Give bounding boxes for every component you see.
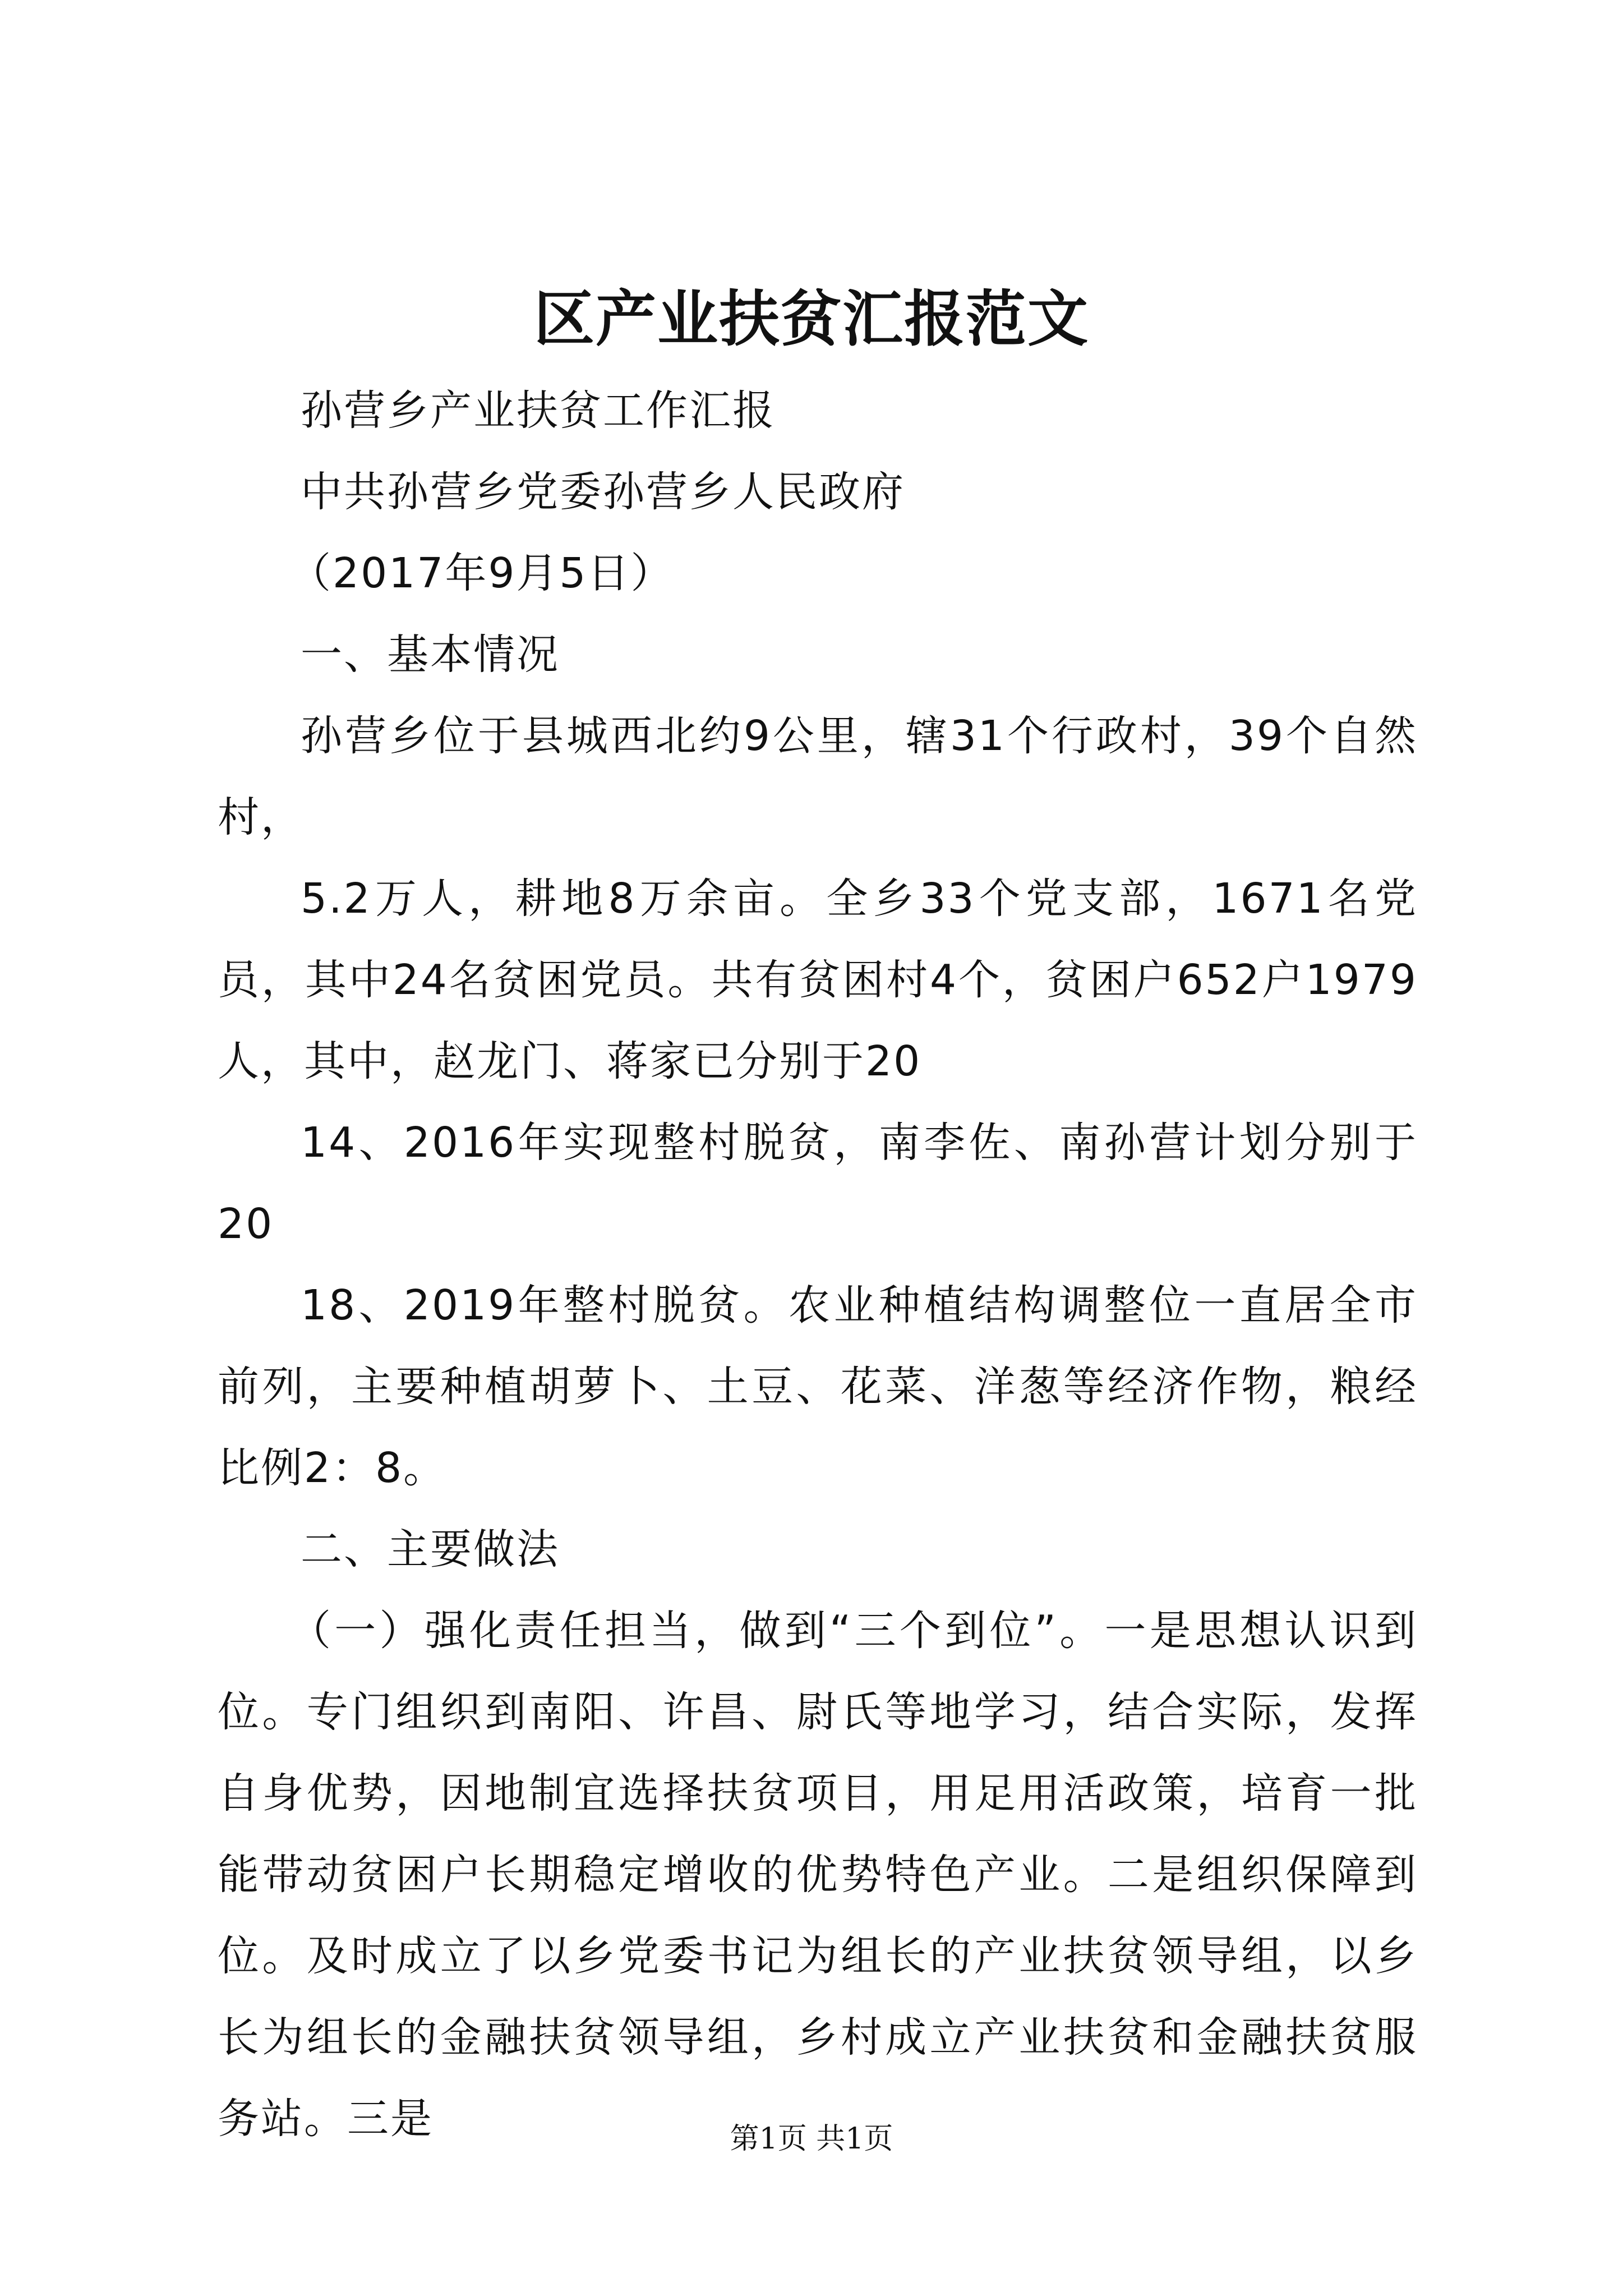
paragraph: 5.2万人，耕地8万余亩。全乡33个党支部，1671名党员，其中24名贫困党员。共有贫困村4个，贫困户652户1979人，其中，赵龙门、蒋家已分别于20	[218, 875, 1418, 1085]
paragraph: （一）强化责任担当，做到“三个到位”。一是思想认识到位。专门组织到南阳、许昌、尉氏等地学习，结合实际，发挥自身优势，因地制宜选择扶贫项目，用足用活政策，培育一批能带动贫困户长期稳定增收的优势特色产业。二是组织保障到位。及时成立了以乡党委书记为组长的产业扶贫领导组，以乡长为组长的金融扶贫领导组，乡村成立产业扶贫和金融扶贫服务站。三是	[218, 1607, 1418, 2143]
paragraph-subtitle: 孙营乡产业扶贫工作汇报	[301, 386, 776, 435]
paragraph: 14、2016年实现整村脱贫，南李佐、南孙营计划分别于20	[218, 1119, 1418, 1248]
section-heading-1: 一、基本情况	[301, 631, 560, 679]
document-title: 区产业扶贫汇报范文	[533, 284, 1089, 355]
paragraph: 孙营乡位于县城西北约9公里，辖31个行政村，39个自然村，	[218, 712, 1418, 841]
paragraph: 18、2019年整村脱贫。农业种植结构调整位一直居全市前列，主要种植胡萝卜、土豆、花菜、洋葱等经济作物，粮经比例2：8。	[218, 1281, 1418, 1492]
section-heading-2: 二、主要做法	[301, 1525, 560, 1573]
document-body	[218, 370, 1418, 2160]
page-footer: 第1页 共1页	[730, 2122, 893, 2156]
paragraph-date: （2017年9月5日）	[289, 549, 674, 597]
paragraph-issuer: 中共孙营乡党委孙营乡人民政府	[301, 468, 905, 516]
